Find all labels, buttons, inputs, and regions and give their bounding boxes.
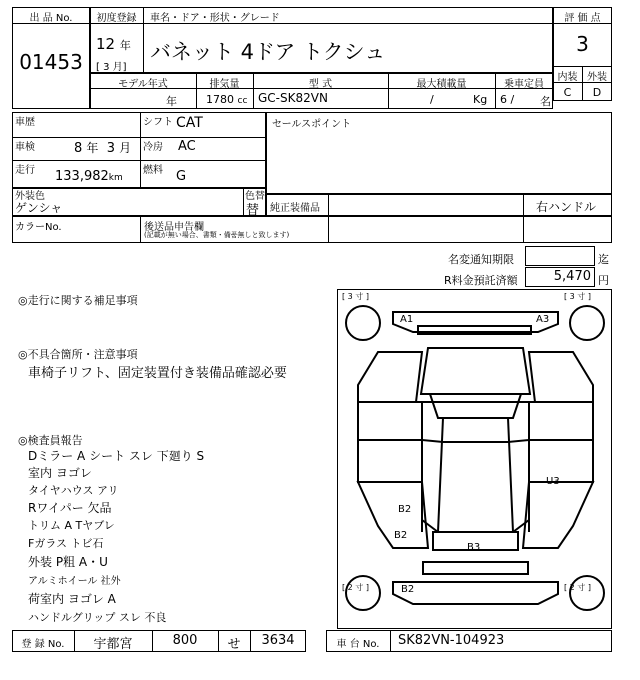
damage-mark: U3 bbox=[546, 476, 560, 487]
displacement-value: 1780 cc bbox=[206, 93, 248, 106]
chassis-number: SK82VN-104923 bbox=[398, 633, 505, 648]
inspector-line: アルミホイール 社外 bbox=[28, 576, 121, 587]
damage-mark: B3 bbox=[467, 542, 481, 553]
transfer-unit: 迄 bbox=[598, 253, 609, 266]
color-value: ゲンシャ bbox=[15, 201, 63, 215]
details-box bbox=[12, 112, 266, 188]
interior-score: C bbox=[563, 86, 572, 99]
wheel-front-right bbox=[570, 306, 604, 340]
shift-value: CAT bbox=[176, 115, 203, 131]
tire-tread-front-left: [ 3 寸 ] bbox=[342, 292, 369, 301]
color-change-value: 替 bbox=[246, 203, 260, 218]
history-label: 車歴 bbox=[15, 117, 35, 128]
fuel-label: 燃料 bbox=[143, 165, 163, 176]
recycle-unit: 円 bbox=[598, 274, 609, 287]
rating-score: 3 bbox=[576, 32, 589, 56]
lot-number: 01453 bbox=[19, 50, 83, 74]
left-side-body bbox=[358, 402, 422, 482]
model-code: GC-SK82VN bbox=[258, 91, 328, 105]
capacity-label: 乗車定員 bbox=[504, 79, 544, 90]
inspector-line: Rワイパー 欠品 bbox=[28, 501, 112, 515]
exterior-label: 外装 bbox=[587, 72, 607, 83]
model-year-label: モデル年式 bbox=[118, 79, 168, 90]
load-slash: / bbox=[430, 93, 434, 106]
rear-plate bbox=[423, 562, 528, 574]
sales-point-label: セールスポイント bbox=[272, 119, 352, 130]
rear-bumper bbox=[393, 582, 558, 604]
hood bbox=[421, 348, 530, 394]
tire-tread-rear-left: [ 2 寸 ] bbox=[342, 583, 369, 592]
fuel-value: G bbox=[176, 169, 187, 184]
first-reg-month: [ 3 月] bbox=[96, 62, 127, 73]
damage-diagram bbox=[337, 289, 612, 629]
exterior-score: D bbox=[592, 86, 602, 99]
capacity-value: 6 / bbox=[500, 93, 515, 106]
reg-kana: せ bbox=[227, 637, 241, 652]
first-reg-year: 12 年 bbox=[96, 35, 131, 53]
model-year-unit: 年 bbox=[166, 95, 177, 108]
windshield bbox=[430, 394, 521, 418]
inspector-line: ハンドルグリップ スレ 不良 bbox=[28, 611, 167, 624]
inspector-line: Dミラー A シート スレ 下廻り S bbox=[28, 449, 205, 463]
left-rear-side bbox=[358, 482, 428, 548]
defects-title: ◎不具合箇所・注意事項 bbox=[18, 348, 138, 361]
inspection-value: 8 年 3 月 bbox=[74, 141, 132, 156]
car-name: バネット 4ドア トクシュ bbox=[150, 40, 386, 64]
inspector-line: Fガラス トビ石 bbox=[28, 537, 104, 550]
right-side-body bbox=[529, 402, 593, 482]
displacement-label: 排気量 bbox=[209, 79, 240, 90]
wheel-front-left bbox=[346, 306, 380, 340]
chassis-label: 車 台 No. bbox=[336, 639, 380, 650]
recycle-amount: 5,470 bbox=[553, 269, 591, 284]
tire-tread-front-right: [ 3 寸 ] bbox=[564, 292, 591, 301]
recycle-label: R料金預託済額 bbox=[444, 274, 518, 287]
damage-mark: A1 bbox=[400, 314, 414, 325]
inspection-label: 車検 bbox=[15, 142, 35, 153]
inspector-line: タイヤハウス アリ bbox=[28, 484, 119, 497]
right-front-side bbox=[529, 352, 593, 402]
inspector-title: ◎検査員報告 bbox=[18, 434, 83, 447]
mileage-label: 走行 bbox=[15, 165, 35, 176]
aircon-label: 冷房 bbox=[143, 142, 163, 153]
right-rear-side bbox=[523, 482, 593, 548]
car-name-label: 車名・ドア・形状・グレード bbox=[150, 13, 280, 24]
cabin bbox=[438, 418, 513, 532]
docs-label: 後送品申告欄 bbox=[144, 222, 204, 233]
inspector-line: トリム A Tヤブレ bbox=[28, 519, 115, 532]
docs-note: (記載が無い場合、書類・備품無しと致します) bbox=[144, 231, 290, 239]
damage-mark: B2 bbox=[398, 504, 412, 515]
tire-tread-rear-right: [ 2 寸 ] bbox=[564, 583, 591, 592]
first-reg-label: 初度登録 bbox=[96, 13, 137, 24]
mileage-value: 133,982km bbox=[55, 169, 123, 184]
damage-mark: A3 bbox=[536, 314, 550, 325]
interior-label: 内装 bbox=[557, 72, 578, 83]
color-no-label: カラーNo. bbox=[15, 222, 62, 233]
driving-notes-title: ◎走行に関する補足事項 bbox=[18, 294, 138, 307]
capacity-unit: 名 bbox=[540, 95, 551, 108]
car-outline-svg bbox=[338, 290, 611, 628]
aircon-value: AC bbox=[178, 139, 196, 154]
damage-mark: B2 bbox=[394, 530, 408, 541]
inspector-line: 室内 ヨゴレ bbox=[28, 466, 92, 480]
transfer-label: 名変通知期限 bbox=[448, 253, 514, 266]
shift-label: シフト bbox=[143, 117, 173, 128]
steering-value: 右ハンドル bbox=[536, 200, 597, 214]
rating-label: 評 価 点 bbox=[564, 13, 601, 24]
reg-number: 3634 bbox=[261, 633, 295, 648]
lot-label: 出 品 No. bbox=[29, 13, 73, 24]
docs-box bbox=[12, 216, 612, 243]
load-unit: Kg bbox=[473, 93, 488, 106]
defects-text: 車椅子リフト、固定装置付き装備品確認必要 bbox=[28, 366, 287, 381]
reg-area: 宇都宮 bbox=[93, 637, 133, 652]
equipment-label: 純正装備品 bbox=[270, 203, 320, 214]
max-load-label: 最大積載量 bbox=[416, 79, 467, 90]
roof bbox=[422, 402, 529, 442]
reg-class: 800 bbox=[172, 633, 198, 648]
color-label: 外装色 bbox=[15, 191, 45, 202]
color-change-label: 色替 bbox=[245, 191, 265, 202]
reg-label: 登 録 No. bbox=[21, 639, 65, 650]
transfer-field bbox=[525, 246, 595, 266]
left-front-side bbox=[358, 352, 422, 402]
model-label: 型 式 bbox=[308, 79, 333, 90]
inspector-line: 荷室内 ヨゴレ A bbox=[28, 592, 116, 606]
inspector-line: 外装 P粗 A・U bbox=[28, 555, 108, 569]
damage-mark: B2 bbox=[401, 584, 415, 595]
